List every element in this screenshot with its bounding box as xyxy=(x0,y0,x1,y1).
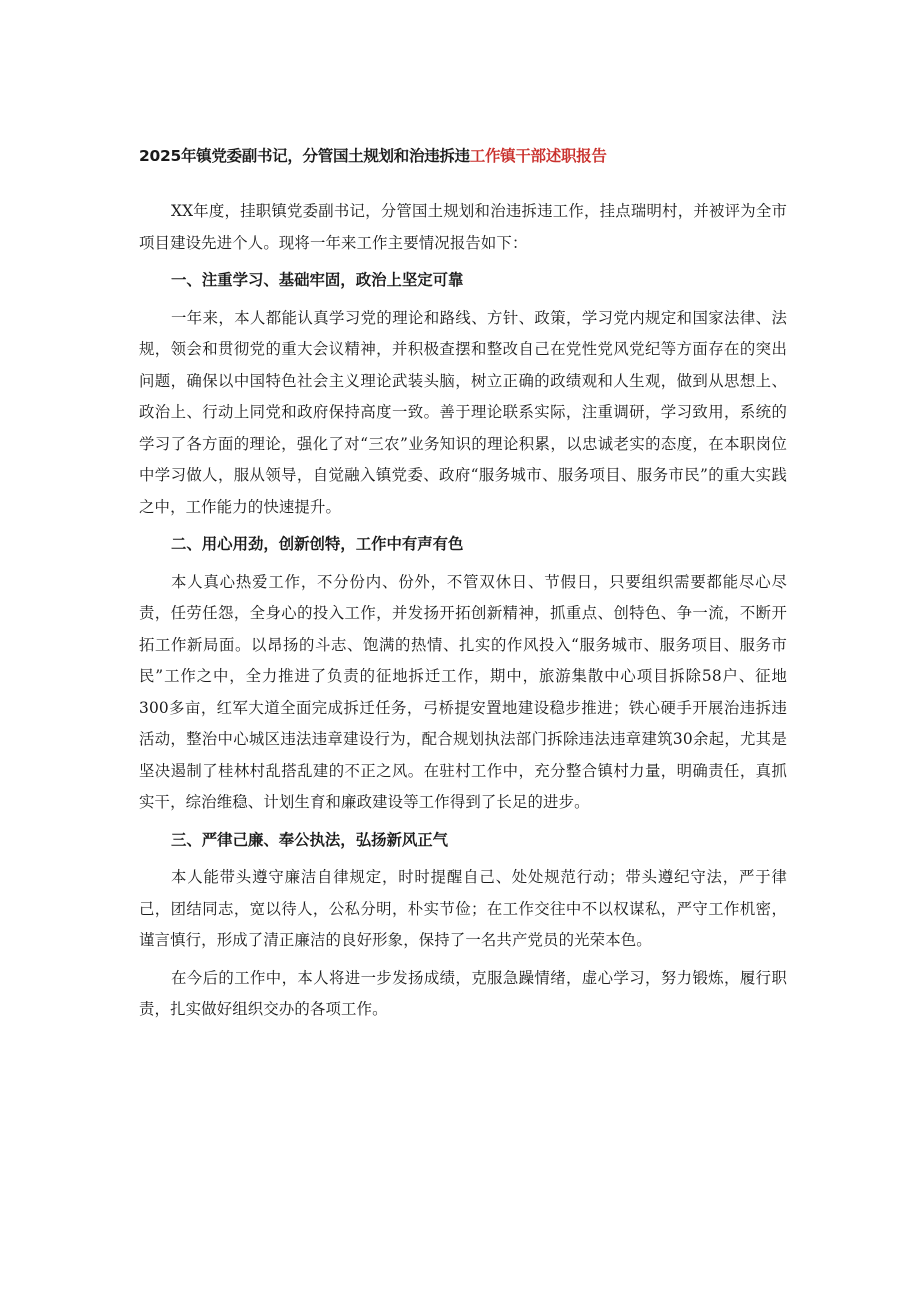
section-paragraph-2: 本人真心热爱工作，不分份内、份外，不管双休日、节假日，只要组织需要都能尽心尽责，任劳任怨，全身心的投入工作，并发扬开拓创新精神，抓重点、创特色、争一流，不断开拓工作新局面。以昂扬的斗志、饱满的热情、扎实的作风投入“服务城市、服务项目、服务市民”工作之中，全力推进了负责的征地拆迁工作，期中，旅游集散中心项目拆除58户、征地300多亩，红军大道全面完成拆迁任务，弓桥提安置地建设稳步推进；铁心硬手开展治违拆违活动，整治中心城区违法违章建设行为，配合规划执法部门拆除违法违章建筑30余起，尤其是坚决遏制了桂林村乱搭乱建的不正之风。在驻村工作中，充分整合镇村力量，明确责任，真抓实干，综治维稳、计划生育和廉政建设等工作得到了长足的进步。 xyxy=(139,572,787,811)
section-heading-3: 三、严律己廉、奉公执法，弘扬新风正气 xyxy=(171,830,449,849)
title-main-text: 2025年镇党委副书记，分管国土规划和治违拆违 xyxy=(139,147,470,165)
section-heading-1: 一、注重学习、基础牢固，政治上坚定可靠 xyxy=(171,271,464,289)
section-paragraph-3: 本人能带头遵守廉洁自律规定，时时提醒自己、处处规范行动；带头遵纪守法，严于律己，团结同志，宽以待人，公私分明，朴实节俭；在工作交往中不以权谋私，严守工作机密，谨言慎行，形成了清正廉洁的良好形象，保持了一名共产党员的光荣本色。 xyxy=(139,868,787,949)
title-accent-text: 工作镇干部述职报告 xyxy=(469,147,607,165)
section-paragraph-1: 一年来，本人都能认真学习党的理论和路线、方针、政策，学习党内规定和国家法律、法规，领会和贯彻党的重大会议精神，并积极查摆和整改自己在党性党风党纪等方面存在的突出问题，确保以中国特色社会主义理论武装头脑，树立正确的政绩观和人生观，做到从思想上、政治上、行动上同党和政府保持高度一致。善于理论联系实际，注重调研，学习致用，系统的学习了各方面的理论，强化了对“三农”业务知识的理论积累，以忠诚老实的态度，在本职岗位中学习做人，服从领导，自觉融入镇党委、政府“服务城市、服务项目、服务市民”的重大实践之中，工作能力的快速提升。 xyxy=(139,308,787,516)
section-heading-2: 二、用心用劲，创新创特，工作中有声有色 xyxy=(171,535,464,553)
document-body xyxy=(139,196,787,1032)
document-title xyxy=(139,146,799,166)
closing-paragraph: 在今后的工作中，本人将进一步发扬成绩，克服急躁情绪，虚心学习，努力锻炼，履行职责，扎实做好组织交办的各项工作。 xyxy=(139,968,787,1018)
intro-paragraph: XX年度，挂职镇党委副书记，分管国土规划和治违拆违工作，挂点瑞明村，并被评为全市项目建设先进个人。现将一年来工作主要情况报告如下： xyxy=(139,202,787,252)
